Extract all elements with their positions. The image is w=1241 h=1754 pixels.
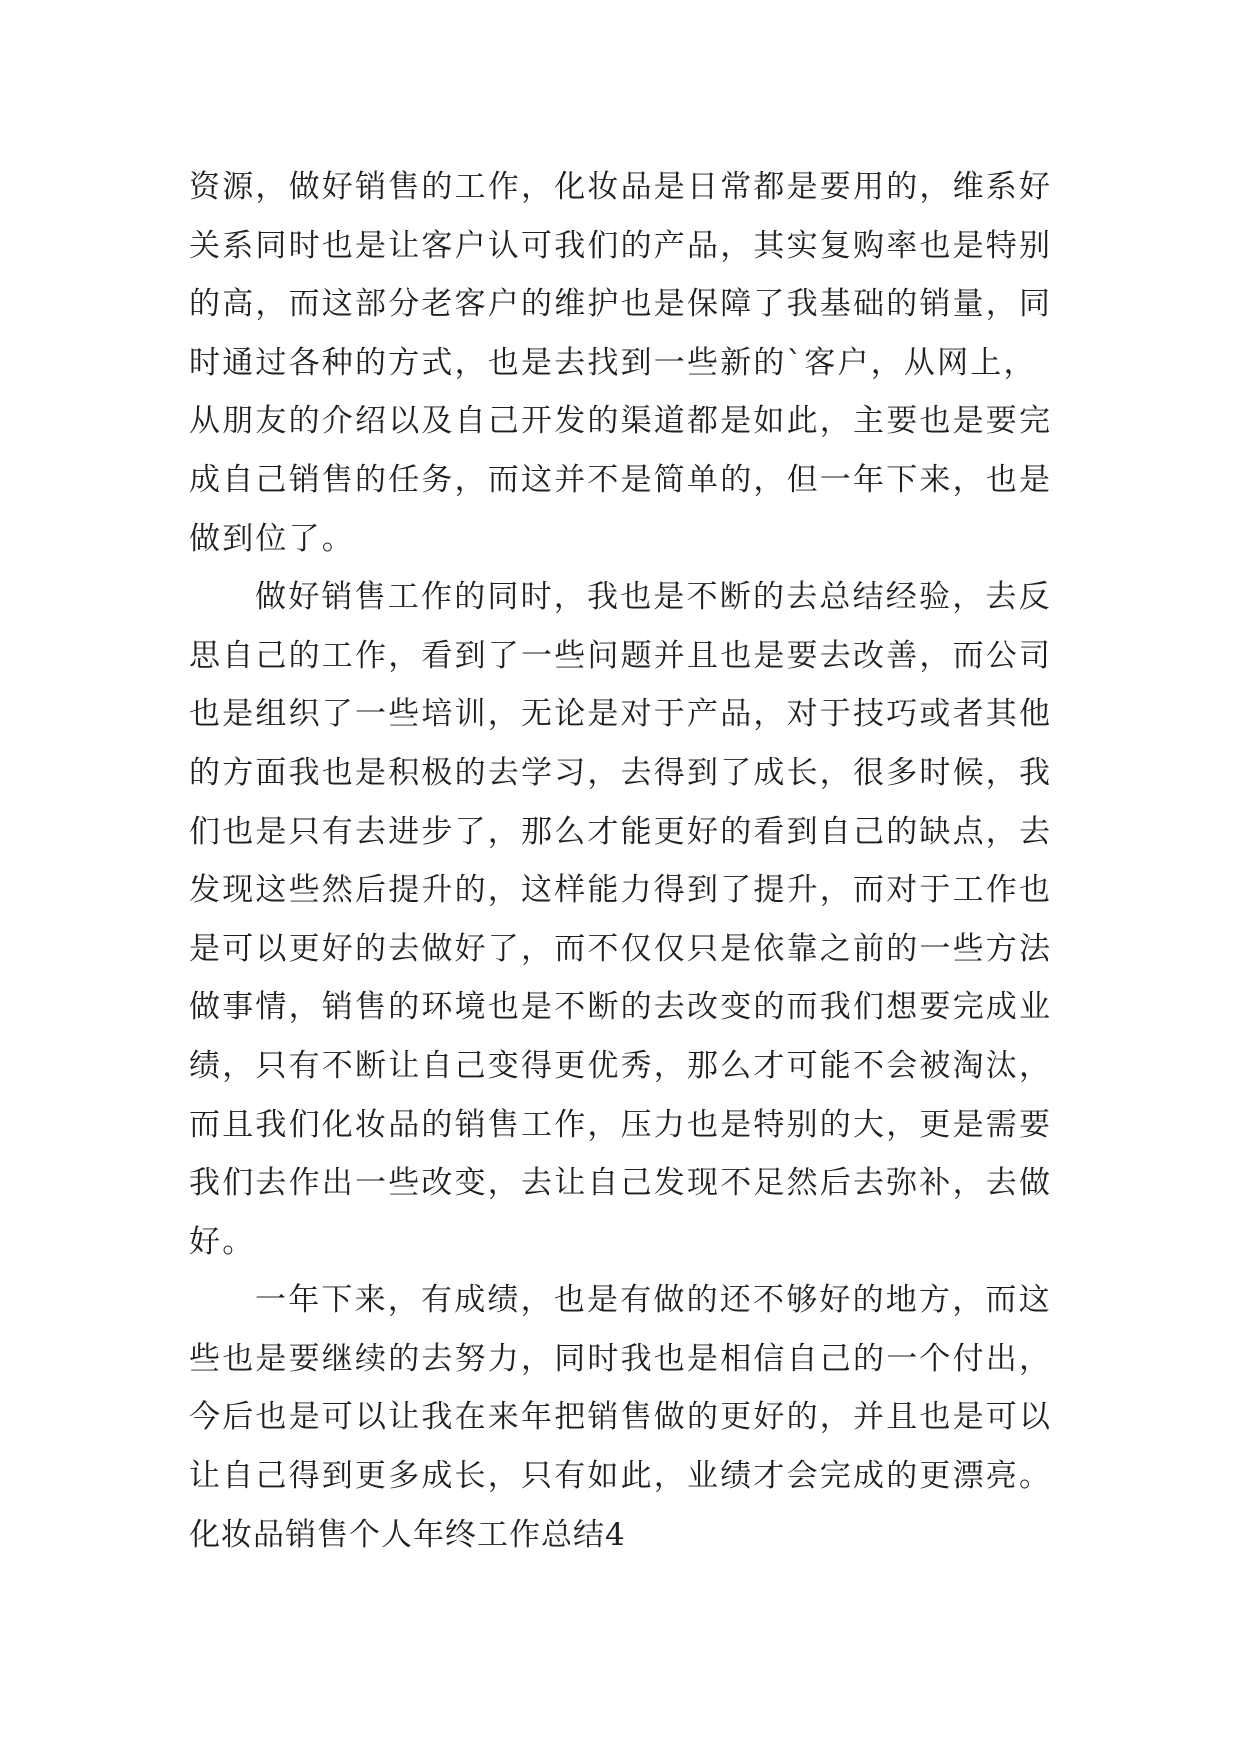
paragraph-line: 成自己销售的任务，而这并不是简单的，但一年下来，也是	[189, 461, 1053, 498]
paragraph-line: 做到位了。	[189, 520, 355, 557]
paragraph-3	[189, 1271, 1069, 1505]
paragraph-1	[189, 158, 1069, 568]
paragraph-line: 思自己的工作，看到了一些问题并且也是要去改善，而公司	[189, 637, 1053, 674]
paragraph-line: 今后也是可以让我在来年把销售做的更好的，并且也是可以	[189, 1399, 1053, 1436]
paragraph-line: 一年下来，有成绩，也是有做的还不够好的地方，而这	[255, 1282, 1052, 1319]
paragraph-line: 做好销售工作的同时，我也是不断的去总结经验，去反	[255, 579, 1052, 616]
paragraph-line: 关系同时也是让客户认可我们的产品，其实复购率也是特别	[189, 227, 1053, 264]
paragraph-line: 从朋友的介绍以及自己开发的渠道都是如此，主要也是要完	[189, 403, 1053, 440]
paragraph-line: 而且我们化妆品的销售工作，压力也是特别的大，更是需要	[189, 1106, 1053, 1143]
paragraph-line: 的方面我也是积极的去学习，去得到了成长，很多时候，我	[189, 754, 1053, 791]
paragraph-line: 的高，而这部分老客户的维护也是保障了我基础的销量，同	[189, 286, 1053, 323]
section-heading: 化妆品销售个人年终工作总结4	[189, 1516, 626, 1553]
paragraph-line: 我们去作出一些改变，去让自己发现不足然后去弥补，去做	[189, 1165, 1053, 1202]
paragraph-line: 是可以更好的去做好了，而不仅仅只是依靠之前的一些方法	[189, 930, 1053, 967]
paragraph-line: 绩，只有不断让自己变得更优秀，那么才可能不会被淘汰，	[189, 1047, 1053, 1084]
paragraph-line: 些也是要继续的去努力，同时我也是相信自己的一个付出，	[189, 1340, 1053, 1377]
paragraph-line: 让自己得到更多成长，只有如此，业绩才会完成的更漂亮。	[189, 1458, 1053, 1495]
paragraph-line: 做事情，销售的环境也是不断的去改变的而我们想要完成业	[189, 989, 1053, 1026]
paragraph-line: 发现这些然后提升的，这样能力得到了提升，而对于工作也	[189, 872, 1053, 909]
paragraph-line: 资源，做好销售的工作，化妆品是日常都是要用的，维系好	[189, 169, 1053, 205]
paragraph-line: 时通过各种的方式，也是去找到一些新的`客户，从网上，	[189, 344, 1037, 381]
paragraph-2	[189, 568, 1069, 1271]
paragraph-line: 也是组织了一些培训，无论是对于产品，对于技巧或者其他	[189, 696, 1053, 733]
paragraph-line: 好。	[189, 1223, 256, 1260]
document-body	[189, 158, 1069, 1564]
paragraph-line: 们也是只有去进步了，那么才能更好的看到自己的缺点，去	[189, 813, 1053, 850]
